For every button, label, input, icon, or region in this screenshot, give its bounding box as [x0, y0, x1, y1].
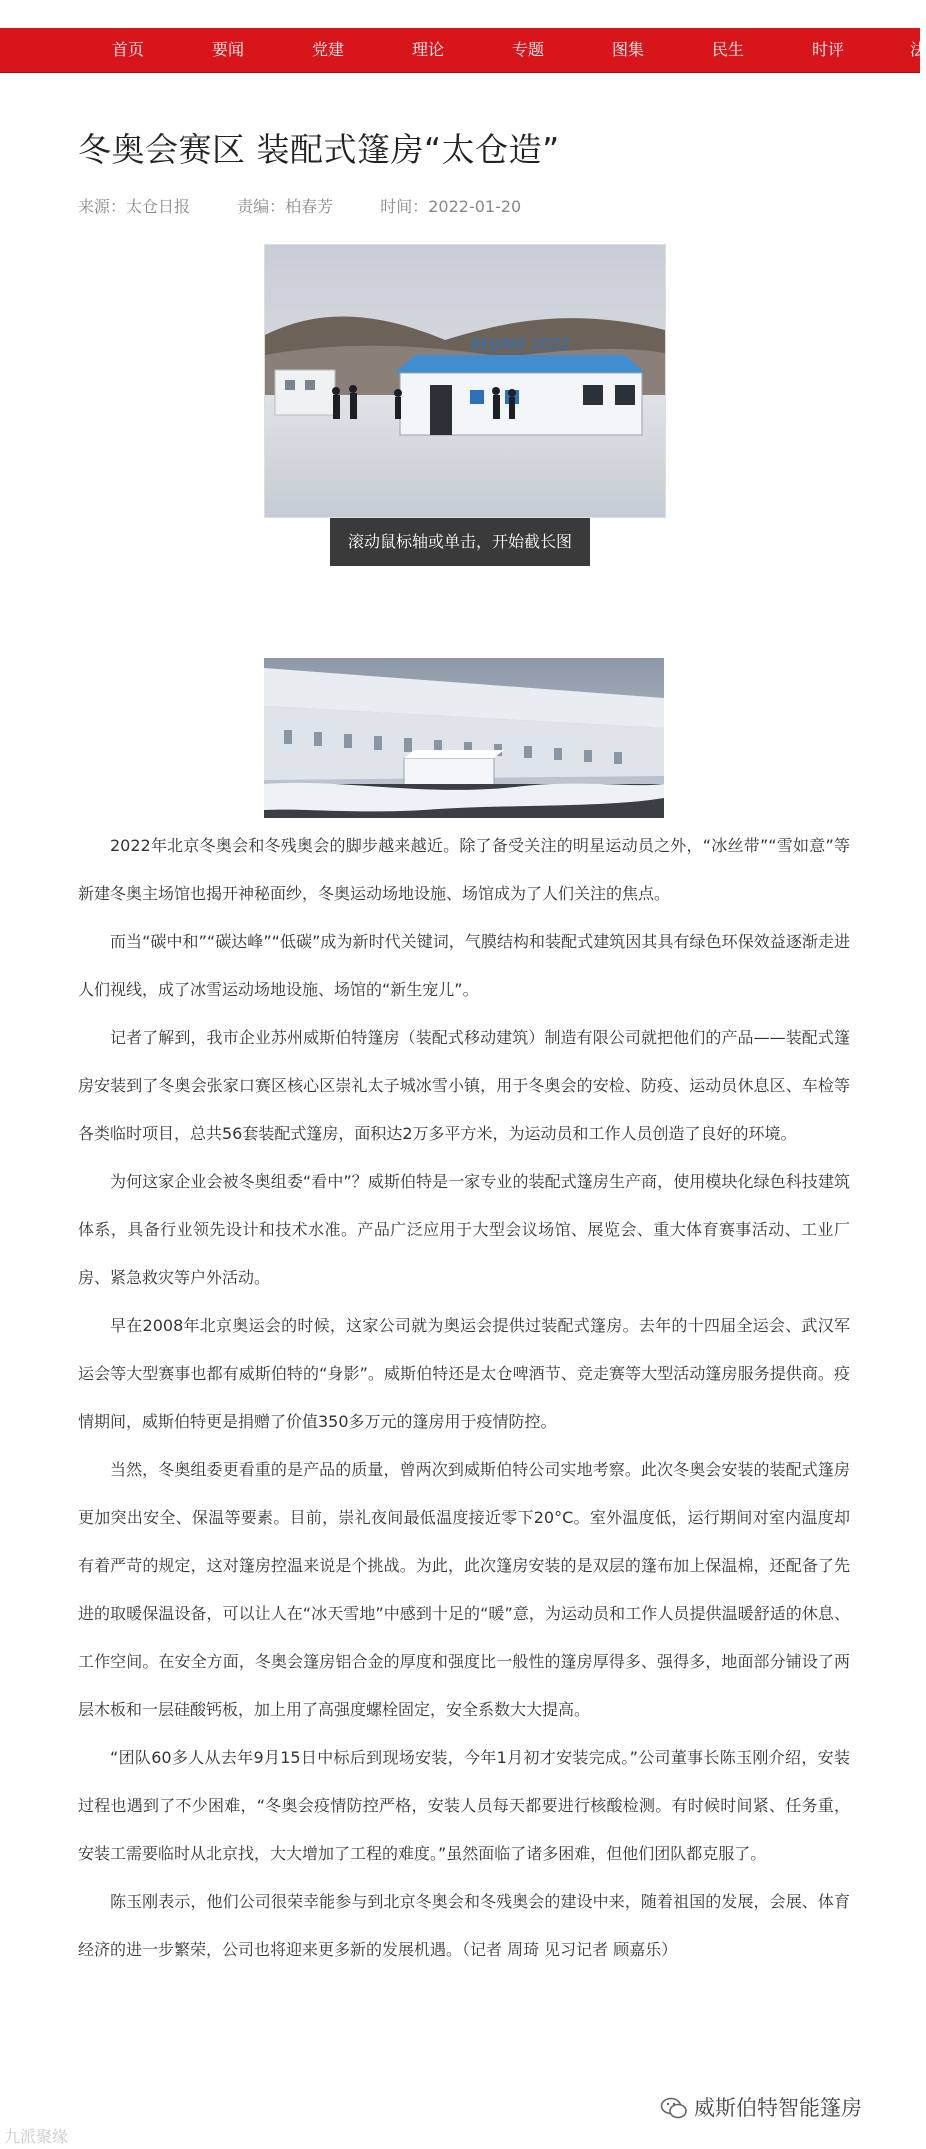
- nav-item-livelihood[interactable]: 民生: [712, 40, 745, 59]
- tent-photo-illustration: [264, 658, 664, 818]
- nav-item-news[interactable]: 要闻: [212, 40, 245, 59]
- article-paragraph: 当然，冬奥组委更看重的是产品的质量，曾两次到威斯伯特公司实地考察。此次冬奥会安装的装配式篷房更加突出安全、保温等要素。目前，崇礼夜间最低温度接近零下20°C。室外温度低，运行期间对室内温度却有着严苛的规定，这对篷房控温来说是个挑战。为此，此次篷房安装的是双层的篷布加上保温棉，还配备了先进的取暖保温设备，可以让人在“冰天雪地”中感到十足的“暖”意，为运动员和工作人员提供温暖舒适的休息、工作空间。在安全方面，冬奥会篷房铝合金的厚度和强度比一般性的篷房厚得多、强得多，地面部分铺设了两层木板和一层硅酸钙板，加上用了高强度螺栓固定，安全系数大大提高。: [78, 1460, 850, 1719]
- article-time: 时间：2022-01-20: [380, 197, 522, 216]
- nav-item-party[interactable]: 党建: [312, 40, 345, 59]
- screenshot-tooltip: 滚动鼠标轴或单击，开始截长图: [330, 518, 590, 566]
- article-paragraph: “团队60多人从去年9月15日中标后到现场安装，今年1月初才安装完成。”公司董事长陈玉刚介绍，安装过程也遇到了不少困难，“冬奥会疫情防控严格，安装人员每天都要进行核酸检测。有时候时间紧、任务重，安装工需要临时从北京找，大大增加了工程的难度。”虽然面临了诸多困难，但他们团队都克服了。: [78, 1748, 850, 1863]
- article-body: [78, 822, 850, 1974]
- venue-photo-illustration: [265, 245, 665, 517]
- nav-item-law[interactable]: 法: [910, 40, 926, 59]
- nav-item-topics[interactable]: 专题: [512, 40, 545, 59]
- article-meta: [78, 194, 563, 217]
- nav-item-home[interactable]: 首页: [112, 40, 145, 59]
- wechat-icon: [660, 2097, 688, 2119]
- article-photo-tents: [264, 658, 664, 818]
- main-nav: [0, 28, 926, 72]
- corner-watermark-text: 九派聚缘: [4, 2127, 69, 2146]
- article-paragraph: 为何这家企业会被冬奥组委“看中”？威斯伯特是一家专业的装配式篷房生产商，使用模块化绿色科技建筑体系，具备行业领先设计和技术水准。产品广泛应用于大型会议场馆、展览会、重大体育赛事活动、工业厂房、紧急救灾等户外活动。: [78, 1172, 850, 1287]
- nav-item-theory[interactable]: 理论: [412, 40, 445, 59]
- article-paragraph: 陈玉刚表示，他们公司很荣幸能参与到北京冬奥会和冬残奥会的建设中来，随着祖国的发展，会展、体育经济的进一步繁荣，公司也将迎来更多新的发展机遇。（记者 周琦 见习记者 顾嘉乐）: [78, 1892, 850, 1959]
- top-nav-bar: [0, 28, 926, 73]
- article-paragraph: 记者了解到，我市企业苏州威斯伯特篷房（装配式移动建筑）制造有限公司就把他们的产品——装配式篷房安装到了冬奥会张家口赛区核心区崇礼太子城冰雪小镇，用于冬奥会的安检、防疫、运动员休息区、车检等各类临时项目，总共56套装配式篷房，面积达2万多平方米，为运动员和工作人员创造了良好的环境。: [78, 1028, 850, 1143]
- beijing-2022-sign: BEIJING 2022: [470, 335, 570, 353]
- article-paragraph: 而当“碳中和”“碳达峰”“低碳”成为新时代关键词，气膜结构和装配式建筑因其具有绿色环保效益逐渐走进人们视线，成了冰雪运动场地设施、场馆的“新生宠儿”。: [78, 932, 850, 999]
- article-paragraph: 早在2008年北京奥运会的时候，这家公司就为奥运会提供过装配式篷房。去年的十四届全运会、武汉军运会等大型赛事也都有威斯伯特的“身影”。威斯伯特还是太仓啤酒节、竞走赛等大型活动篷房服务提供商。疫情期间，威斯伯特更是捐赠了价值350多万元的篷房用于疫情防控。: [78, 1316, 850, 1431]
- article-photo-venue: [264, 244, 666, 518]
- wechat-watermark: [660, 2092, 862, 2122]
- wechat-account-name: 威斯伯特智能篷房: [694, 2096, 862, 2120]
- article-paragraph: 2022年北京冬奥会和冬残奥会的脚步越来越近。除了备受关注的明星运动员之外，“冰丝带”“雪如意”等新建冬奥主场馆也揭开神秘面纱，冬奥运动场地设施、场馆成为了人们关注的焦点。: [78, 836, 850, 903]
- article-title: 冬奥会赛区 装配式篷房“太仓造”: [78, 130, 560, 169]
- article-editor: 责编：柏春芳: [237, 197, 334, 216]
- nav-item-commentary[interactable]: 时评: [812, 40, 845, 59]
- article-source: 来源：太仓日报: [78, 197, 191, 216]
- corner-watermark: [4, 2124, 68, 2147]
- nav-item-gallery[interactable]: 图集: [612, 40, 645, 59]
